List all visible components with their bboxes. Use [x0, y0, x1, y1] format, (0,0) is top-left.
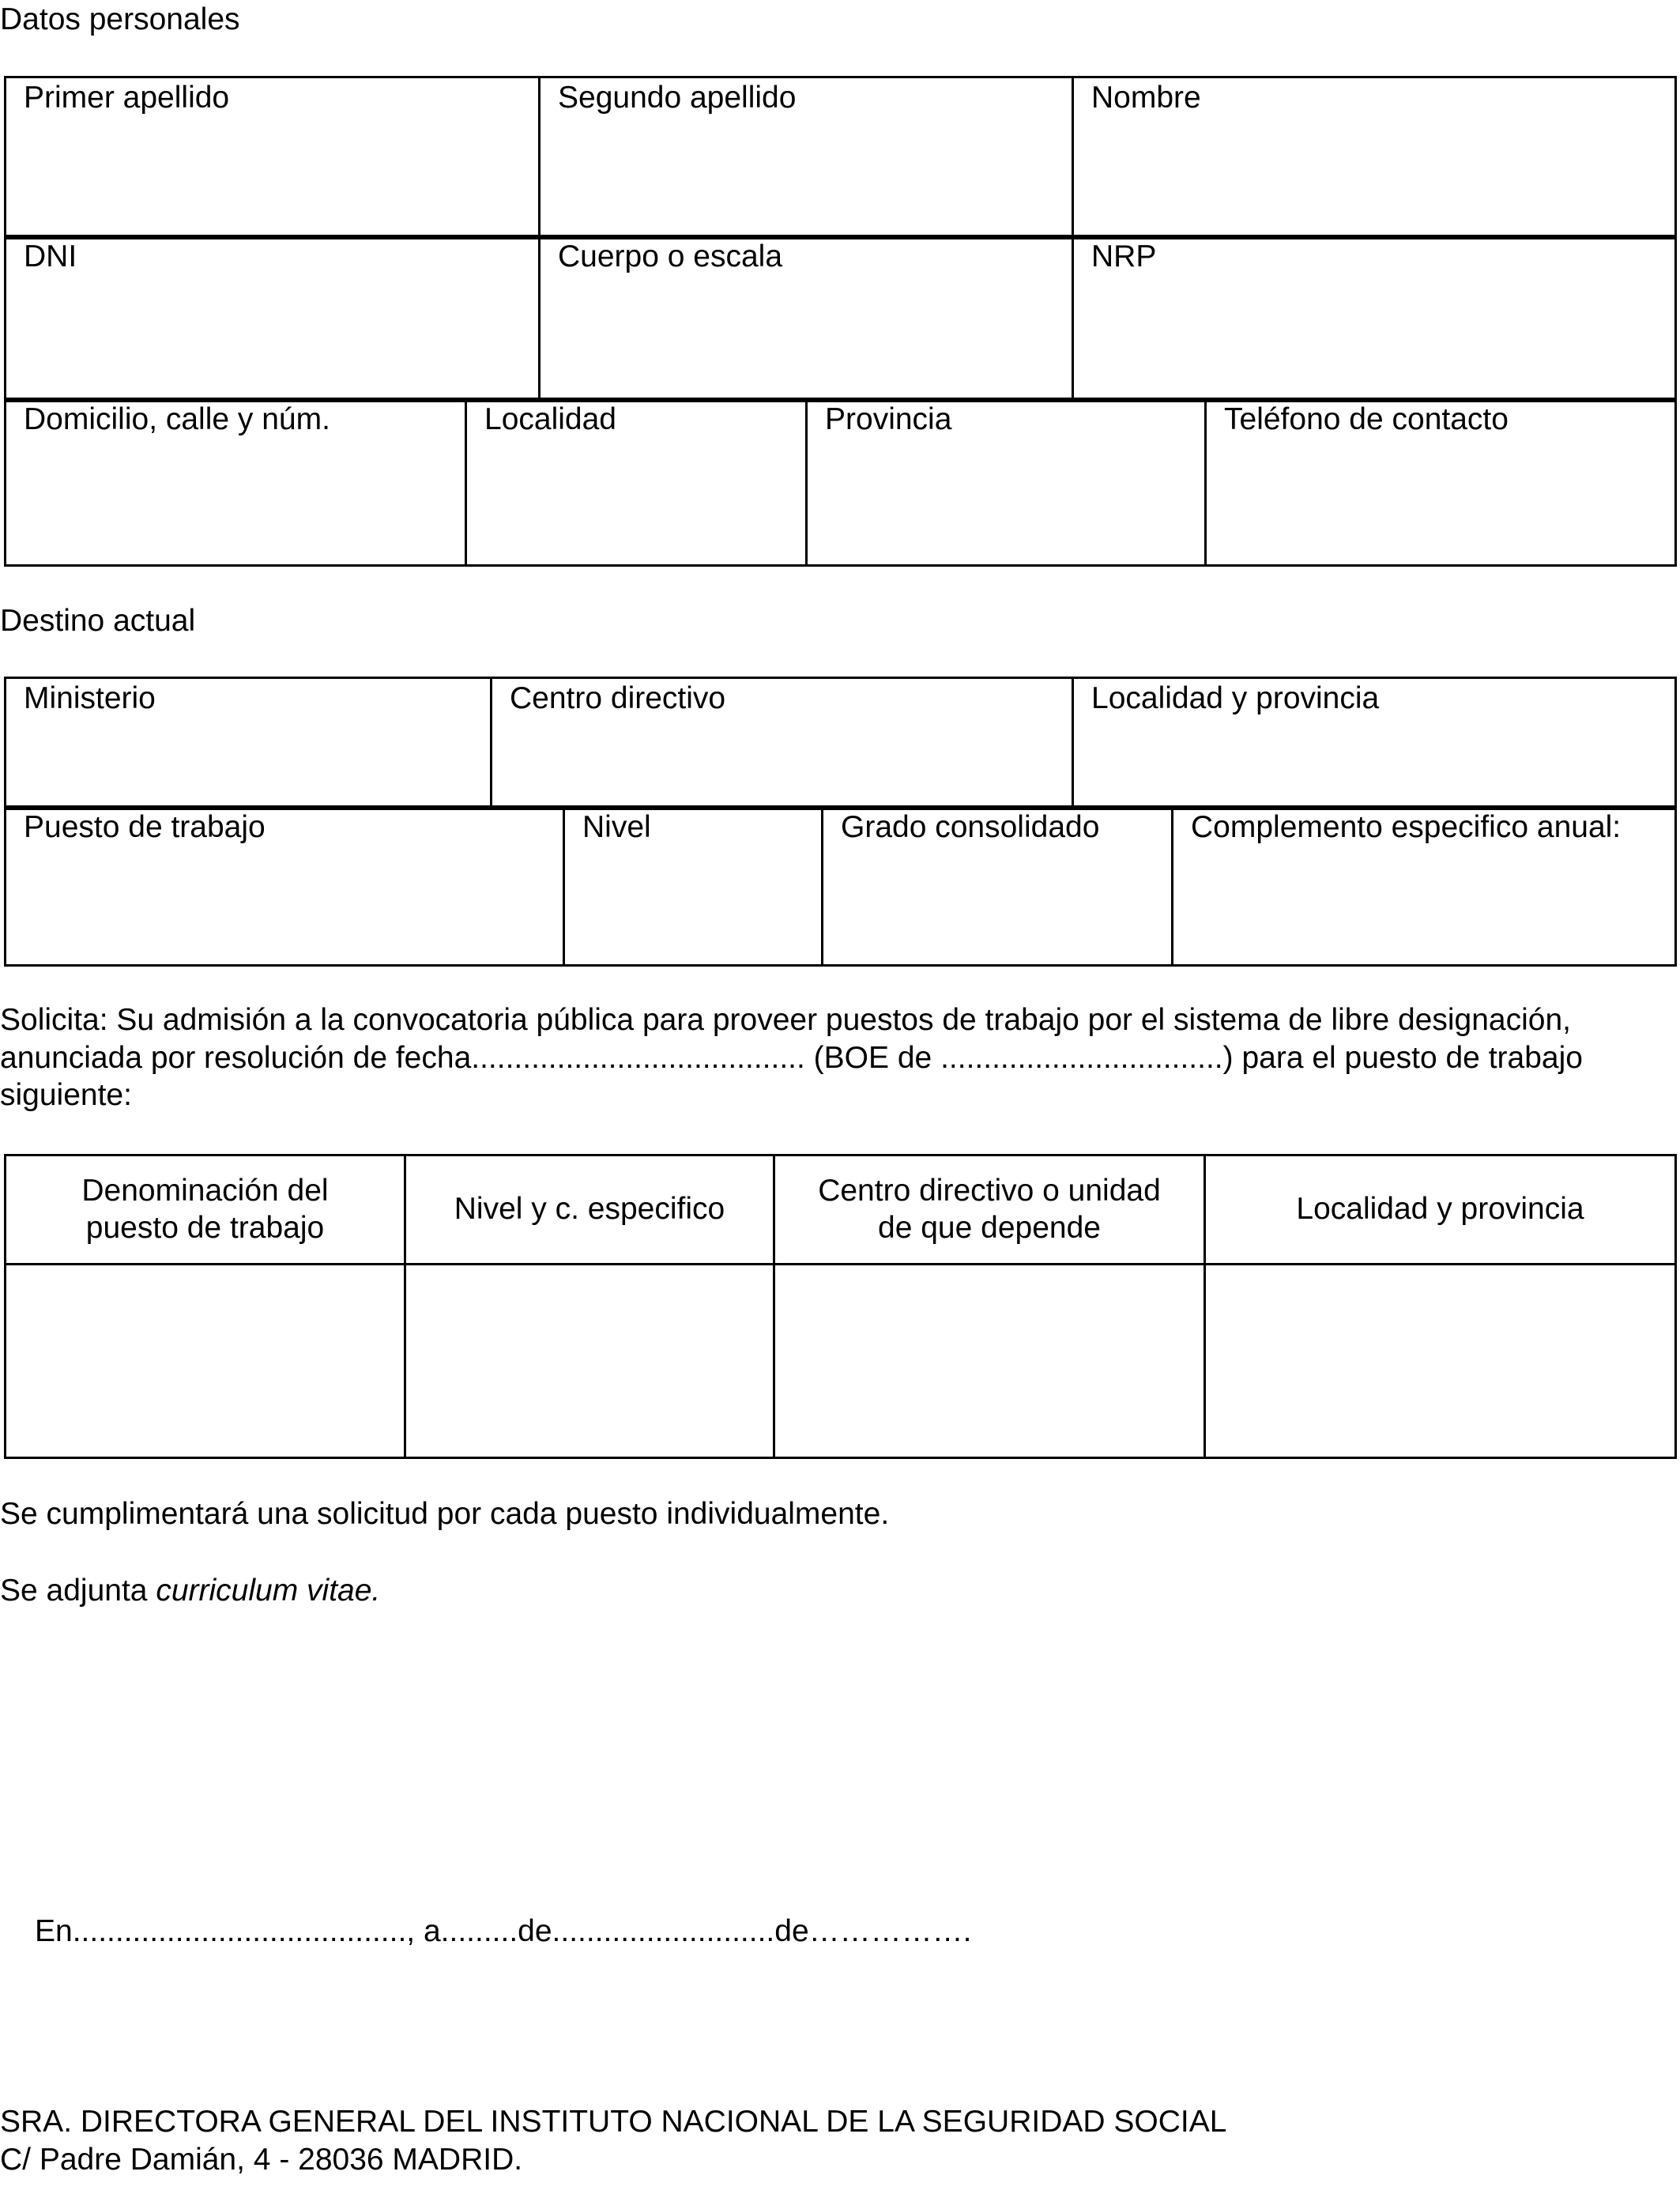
input-denominacion[interactable]: [6, 1265, 405, 1458]
section-title-personal: Datos personales: [0, 2, 240, 36]
field-grado-consolidado[interactable]: [823, 807, 1173, 966]
field-centro-directivo[interactable]: [492, 678, 1073, 809]
field-label: Nombre: [1091, 81, 1201, 115]
header-centro-directivo: [774, 1155, 1205, 1265]
address-line-2: C/ Padre Damián, 4 - 28036 MADRID.: [0, 2143, 523, 2177]
header-denominacion: [6, 1155, 405, 1265]
field-nivel[interactable]: [564, 807, 823, 966]
field-nrp[interactable]: [1073, 236, 1676, 401]
header-text: Denominación del: [81, 1173, 329, 1208]
field-telefono[interactable]: [1206, 399, 1676, 566]
field-label: Nivel: [582, 810, 651, 844]
personal-table-row2: [4, 235, 1677, 402]
field-localidad[interactable]: [466, 399, 807, 566]
input-nivel-especifico[interactable]: [405, 1265, 774, 1458]
input-localidad-provincia[interactable]: [1205, 1265, 1676, 1458]
field-puesto-trabajo[interactable]: [6, 807, 564, 966]
field-label: Cuerpo o escala: [558, 239, 783, 273]
field-domicilio[interactable]: [6, 399, 466, 566]
address-line-1: SRA. DIRECTORA GENERAL DEL INSTITUTO NACIONAL DE LA SEGURIDAD SOCIAL: [0, 2105, 1227, 2139]
section-title-destino: Destino actual: [0, 604, 196, 638]
field-label: Puesto de trabajo: [24, 810, 266, 844]
header-localidad-provincia: [1205, 1155, 1676, 1265]
solicita-line-2: anunciada por resolución de fecha....................................... (BOE de .................................) para el puesto de trabajo: [0, 1041, 1583, 1075]
field-label: Primer apellido: [24, 81, 230, 115]
note-attach-prefix: Se adjunta: [0, 1574, 156, 1608]
field-label: Complemento especifico anual:: [1191, 810, 1622, 844]
field-segundo-apellido[interactable]: [540, 77, 1073, 239]
field-label: Segundo apellido: [558, 81, 797, 115]
header-text: Localidad y provincia: [1296, 1192, 1584, 1227]
header-text: Centro directivo o unidad: [818, 1173, 1161, 1208]
field-label: NRP: [1091, 239, 1157, 273]
field-label: Centro directivo: [510, 681, 726, 715]
field-nombre[interactable]: [1073, 77, 1676, 239]
header-text: de que depende: [878, 1210, 1101, 1245]
personal-table-row1: [4, 76, 1677, 239]
field-provincia[interactable]: [807, 399, 1206, 566]
field-label: Ministerio: [24, 681, 156, 715]
note-attach-cv: [0, 1573, 380, 1610]
header-text: Nivel y c. especifico: [454, 1192, 725, 1227]
field-localidad-provincia[interactable]: [1073, 678, 1676, 809]
input-centro-directivo[interactable]: [774, 1265, 1205, 1458]
field-label: Teléfono de contacto: [1224, 402, 1509, 436]
field-label: Grado consolidado: [841, 810, 1100, 844]
field-dni[interactable]: [6, 236, 540, 401]
field-cuerpo-escala[interactable]: [540, 236, 1073, 401]
puesto-table-header-row: [6, 1155, 1676, 1265]
field-label: Domicilio, calle y núm.: [24, 402, 330, 436]
solicita-line-1: Solicita: Su admisión a la convocatoria pública para proveer puestos de trabajo por el sistema de libre designación,: [0, 1003, 1571, 1037]
field-ministerio[interactable]: [6, 678, 492, 809]
puesto-table: [4, 1154, 1677, 1459]
note-one-per-post: Se cumplimentará una solicitud por cada puesto individualmente.: [0, 1497, 890, 1531]
field-primer-apellido[interactable]: [6, 77, 540, 239]
destino-table-row2: [4, 805, 1677, 967]
personal-table-row3: [4, 398, 1677, 567]
header-text: puesto de trabajo: [85, 1210, 325, 1245]
field-label: Localidad y provincia: [1091, 681, 1380, 715]
destino-table-row1: [4, 677, 1677, 810]
field-label: Localidad: [484, 402, 616, 436]
field-label: Provincia: [825, 402, 952, 436]
header-nivel-especifico: [405, 1155, 774, 1265]
field-label: DNI: [24, 239, 77, 273]
puesto-table-input-row: [6, 1265, 1676, 1458]
field-complemento-especifico[interactable]: [1173, 807, 1676, 966]
solicita-line-3: siguiente:: [0, 1078, 132, 1112]
note-attach-italic: curriculum vitae.: [156, 1574, 381, 1608]
signature-place-date-line[interactable]: En......................................., a.........de..........................de…………….: [35, 1914, 972, 1948]
